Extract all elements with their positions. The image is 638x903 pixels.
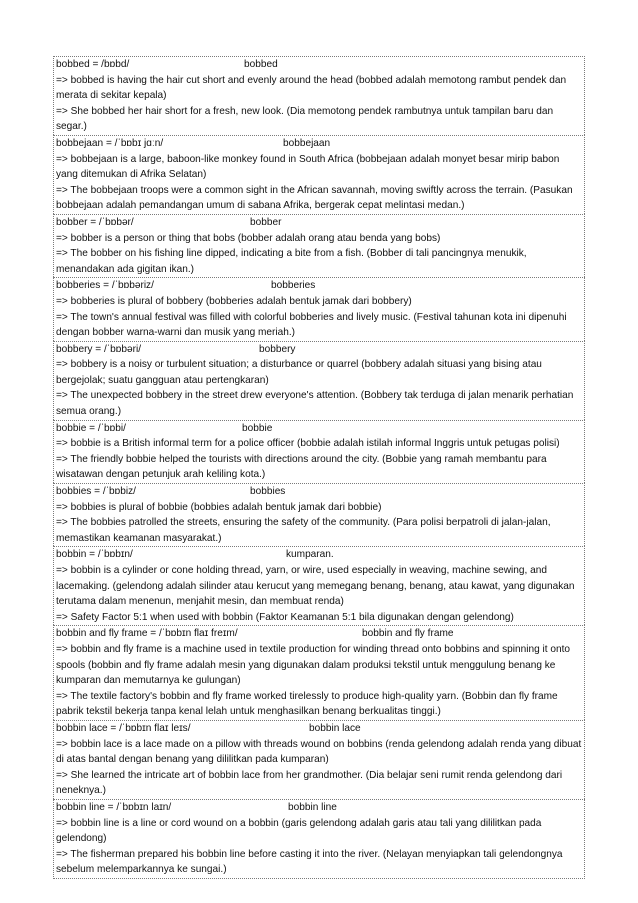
definition-text: => bobbin and fly frame is a machine used in textile production for winding thread onto bobbins and spinning it onto spools (bobbin and fly frame adalah mesin yang digunakan dalam produksi tekstil untuk menggulung benang ke kumparan dan memutarnya ke gulungan) <box>56 643 570 687</box>
entry-heading <box>56 278 582 294</box>
headword-pronunciation: bobbin lace = /ˈbɒbɪn flaɪ leɪs/ <box>56 722 191 734</box>
dictionary-entry <box>53 420 585 483</box>
dictionary-entry <box>53 277 585 340</box>
example-sentence: => The town's annual festival was filled with colorful bobberies and lively music. (Festival tahunan kota ini dipenuhi dengan bobber warna-warni dan musik yang meriah.) <box>56 311 567 339</box>
example-sentence: => The bobber on his fishing line dipped, indicating a bite from a fish. (Bobber di tali pancingnya menukik, menandakan ada gigitan ikan.) <box>56 248 527 275</box>
definition-text: => bobbejaan is a large, baboon-like monkey found in South Africa (bobbejaan adalah monyet besar mirip babon yang ditemukan di Afrika Selatan) <box>56 153 560 181</box>
entry-heading <box>56 800 582 816</box>
translation-label: bobbies <box>250 486 286 498</box>
translation-label: bobbin lace <box>309 722 361 734</box>
headword-pronunciation: bobbejaan = /ˈbɒbɪ jɑːn/ <box>56 137 164 149</box>
entry-heading <box>56 57 582 73</box>
definition-text: => bobber is a person or thing that bobs (bobber adalah orang atau benda yang bobs) <box>56 232 441 244</box>
dictionary-table <box>53 56 585 879</box>
headword-pronunciation: bobbin and fly frame = /ˈbɒbɪn flaɪ freɪm/ <box>56 628 238 640</box>
dictionary-entry <box>53 56 585 135</box>
example-sentence: => She learned the intricate art of bobbin lace from her grandmother. (Dia belajar seni rumit renda gelendong dari neneknya.) <box>56 769 563 797</box>
dictionary-entry <box>53 625 585 720</box>
example-sentence: => Safety Factor 5:1 when used with bobbin (Faktor Keamanan 5:1 bila digunakan dengan gelendong) <box>56 611 514 623</box>
entry-heading <box>56 342 582 358</box>
entry-heading <box>56 626 582 642</box>
entry-heading <box>56 721 582 737</box>
entry-heading <box>56 484 582 500</box>
example-sentence: => The fisherman prepared his bobbin line before casting it into the river. (Nelayan menyiapkan tali gelendongnya sebelum melemparkannya ke sungai.) <box>56 848 563 876</box>
translation-label: bobbejaan <box>283 137 331 149</box>
dictionary-entry <box>53 483 585 546</box>
entry-heading <box>56 547 582 563</box>
definition-text: => bobbery is a noisy or turbulent situation; a disturbance or quarrel (bobbery adalah situasi yang bising atau bergejolak; suatu gangguan atau pertengkaran) <box>56 359 542 386</box>
translation-label: kumparan. <box>286 549 334 561</box>
example-sentence: => The textile factory's bobbin and fly frame worked tirelessly to produce high-quality yarn. (Bobbin dan fly frame pabrik tekstil bekerja tanpa kenal lelah untuk menghasilkan benang berkualitas tinggi.) <box>56 690 558 718</box>
headword-pronunciation: bobbin = /ˈbɒbɪn/ <box>56 549 133 561</box>
translation-label: bobbin and fly frame <box>362 628 454 640</box>
dictionary-entry <box>53 799 585 879</box>
example-sentence: => The bobbejaan troops were a common sight in the African savannah, moving swiftly across the terrain. (Pasukan bobbejaan adalah pemandangan umum di sabana Afrika, bergerak cepat melintasi medan.) <box>56 184 573 212</box>
example-sentence: => The friendly bobbie helped the tourists with directions around the city. (Bobbie yang ramah membantu para wisatawan dengan petunjuk arah keliling kota.) <box>56 453 547 481</box>
headword-pronunciation: bobbin line = /ˈbɒbɪn laɪn/ <box>56 801 172 813</box>
translation-label: bobber <box>250 216 282 228</box>
translation-label: bobbed <box>244 59 278 70</box>
example-sentence: => The bobbies patrolled the streets, ensuring the safety of the community. (Para polisi berpatroli di jalan-jalan, memastikan keamanan masyarakat.) <box>56 517 551 544</box>
headword-pronunciation: bobbed = /bɒbd/ <box>56 59 130 70</box>
dictionary-entry <box>53 341 585 420</box>
definition-text: => bobbin is a cylinder or cone holding thread, yarn, or wire, used especially in weaving, machine sewing, and lacemaking. (gelendong adalah silinder atau kerucut yang memegang benang, benang, atau kawat, yang digunakan terutama dalam menenun, menjahit mesin, dan membuat renda) <box>56 565 575 608</box>
dictionary-entry <box>53 135 585 214</box>
dictionary-entry <box>53 214 585 277</box>
translation-label: bobbery <box>259 343 296 355</box>
headword-pronunciation: bobberies = /ˈbɒbəriz/ <box>56 280 154 292</box>
definition-text: => bobbin line is a line or cord wound on a bobbin (garis gelendong adalah garis atau tali yang dililitkan pada gelendong) <box>56 817 542 845</box>
example-sentence: => She bobbed her hair short for a fresh, new look. (Dia memotong pendek rambutnya untuk tampilan baru dan segar.) <box>56 105 554 133</box>
definition-text: => bobberies is plural of bobbery (bobberies adalah bentuk jamak dari bobbery) <box>56 295 412 307</box>
translation-label: bobbin line <box>288 801 337 813</box>
headword-pronunciation: bobber = /ˈbɒbər/ <box>56 216 134 228</box>
definition-text: => bobbed is having the hair cut short and evenly around the head (bobbed adalah memotong rambut pendek dan merata di sekitar kepala) <box>56 74 567 102</box>
headword-pronunciation: bobbery = /ˈbɒbəri/ <box>56 343 142 355</box>
definition-text: => bobbies is plural of bobbie (bobbies adalah bentuk jamak dari bobbie) <box>56 501 382 513</box>
headword-pronunciation: bobbies = /ˈbɒbiz/ <box>56 486 136 498</box>
dictionary-entry <box>53 546 585 625</box>
entry-heading <box>56 215 582 231</box>
translation-label: bobbie <box>242 422 273 434</box>
definition-text: => bobbie is a British informal term for a police officer (bobbie adalah istilah informal Inggris untuk petugas polisi) <box>56 438 560 450</box>
headword-pronunciation: bobbie = /ˈbɒbi/ <box>56 422 126 434</box>
definition-text: => bobbin lace is a lace made on a pillow with threads wound on bobbins (renda gelendong adalah renda yang dibuat di atas bantal dengan benang yang dililitkan pada kumparan) <box>56 738 582 766</box>
dictionary-entry <box>53 720 585 799</box>
example-sentence: => The unexpected bobbery in the street drew everyone's attention. (Bobbery tak terduga di jalan menarik perhatian semua orang.) <box>56 390 574 418</box>
translation-label: bobberies <box>271 280 316 292</box>
entry-heading <box>56 136 582 152</box>
entry-heading <box>56 421 582 437</box>
